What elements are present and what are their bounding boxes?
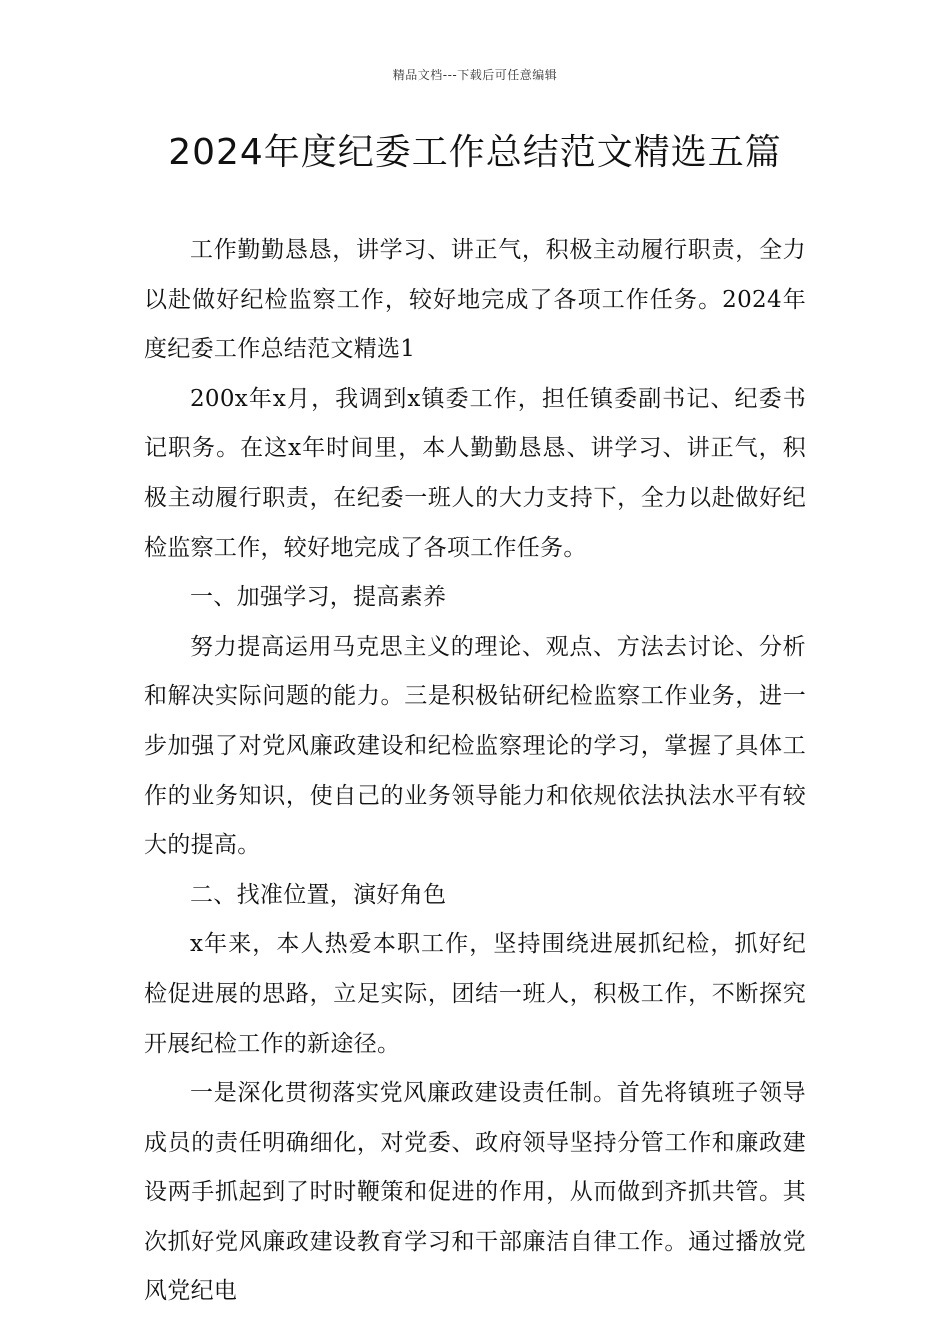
document-title: 2024年度纪委工作总结范文精选五篇 xyxy=(168,132,782,173)
paragraph-responsibility: 一是深化贯彻落实党风廉政建设责任制。首先将镇班子领导成员的责任明确细化，对党委、政府领导坚持分管工作和廉政建设两手抓起到了时时鞭策和促进的作用，从而做到齐抓共管。其次抓好党风廉政建设教育学习和干部廉洁自律工作。通过播放党风党纪电 xyxy=(144,1080,806,1305)
section-heading-2: 二、找准位置，演好角色 xyxy=(190,881,447,908)
paragraph-appointment: 200x年x月，我调到x镇委工作，担任镇委副书记、纪委书记职务。在这x年时间里，本人勤勤恳恳、讲学习、讲正气，积极主动履行职责，在纪委一班人的大力支持下，全力以赴做好纪检监察工作，较好地完成了各项工作任务。 xyxy=(144,385,806,561)
paragraph-study: 努力提高运用马克思主义的理论、观点、方法去讨论、分析和解决实际问题的能力。三是积极钻研纪检监察工作业务，进一步加强了对党风廉政建设和纪检监察理论的学习，掌握了具体工作的业务知识，使自己的业务领导能力和依规依法执法水平有较大的提高。 xyxy=(144,633,806,859)
document-body xyxy=(144,226,806,1317)
section-heading-1: 一、加强学习，提高素养 xyxy=(190,584,447,611)
paragraph-intro: 工作勤勤恳恳，讲学习、讲正气，积极主动履行职责，全力以赴做好纪检监察工作，较好地完成了各项工作任务。2024年度纪委工作总结范文精选1 xyxy=(144,237,806,363)
header-note: 精品文档---下载后可任意编辑 xyxy=(392,68,558,82)
paragraph-role: x年来，本人热爱本职工作，坚持围绕进展抓纪检，抓好纪检促进展的思路，立足实际，团结一班人，积极工作，不断探究开展纪检工作的新途径。 xyxy=(144,931,806,1057)
